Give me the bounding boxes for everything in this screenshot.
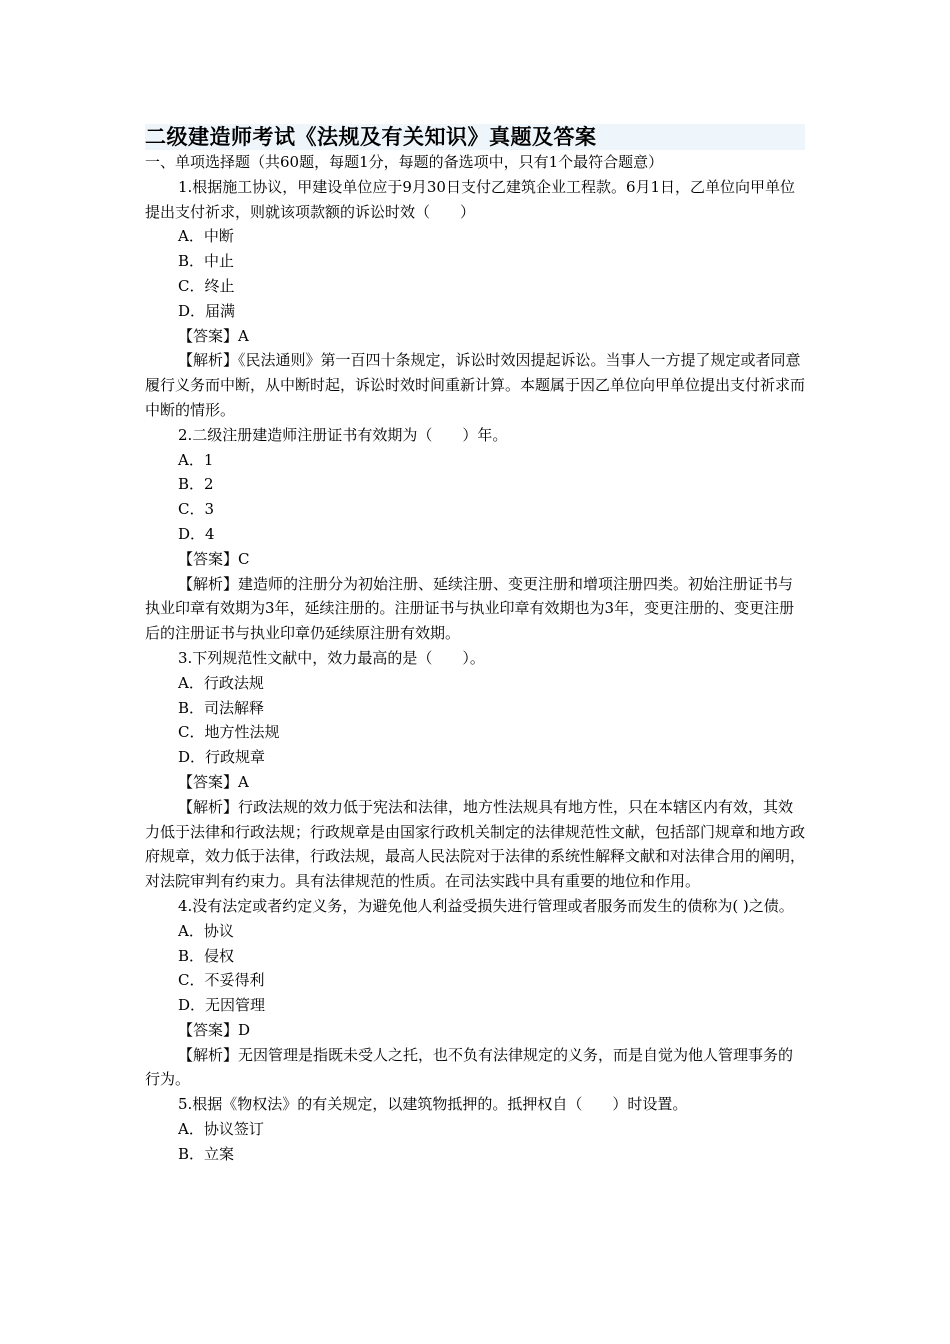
document-body: [145, 124, 805, 1167]
option-a: A．1: [178, 450, 214, 469]
option-c: C．终止: [178, 276, 235, 295]
option-a: A．协议: [178, 921, 234, 940]
explanation: 【解析】建造师的注册分为初始注册、延续注册、变更注册和增项注册四类。初始注册证书与执业印章有效期为3年，延续注册的。注册证书与执业印章有效期也为3年，变更注册的、变更注册后的注册证书与执业印章仍延续原注册有效期。: [145, 574, 795, 643]
option-c: C．地方性法规: [178, 723, 280, 742]
option-c: C．3: [178, 500, 215, 519]
option-a: A．中断: [178, 227, 234, 246]
option-b: B．中止: [178, 252, 235, 271]
explanation: 【解析】行政法规的效力低于宪法和法律，地方性法规具有地方性，只在本辖区内有效，其效力低于法律和行政法规；行政规章是由国家行政机关制定的法律规范性文献，包括部门规章和地方政府规章，效力低于法律，行政法规，最高人民法院对于法律的系统性解释文献和对法律合用的阐明，对法院审判有约束力。具有法律规范的性质。在司法实践中具有重要的地位和作用。: [145, 797, 806, 891]
option-d: D．4: [178, 524, 215, 543]
answer-line: 【答案】A: [178, 772, 249, 791]
section-heading: 一、单项选择题（共60题，每题1分，每题的备选项中，只有1个最符合题意）: [145, 153, 664, 171]
question-stem: 1.根据施工协议，甲建设单位应于9月30日支付乙建筑企业工程款。6月1日，乙单位向甲单位提出支付祈求，则就该项款额的诉讼时效（ ）: [145, 177, 796, 221]
question-stem: 3.下列规范性文献中，效力最高的是（ ）。: [178, 648, 485, 667]
question-stem: 2.二级注册建造师注册证书有效期为（ ）年。: [178, 425, 508, 444]
option-d: D．行政规章: [178, 748, 266, 767]
document-title: 二级建造师考试《法规及有关知识》真题及答案: [145, 124, 805, 150]
answer-line: 【答案】D: [178, 1020, 251, 1039]
option-d: D．无因管理: [178, 996, 266, 1015]
option-b: B．司法解释: [178, 698, 265, 717]
question-stem: 4.没有法定或者约定义务，为避免他人利益受损失进行管理或者服务而发生的债称为( )之债。: [178, 896, 794, 915]
answer-line: 【答案】C: [178, 549, 250, 568]
option-b: B．立案: [178, 1144, 235, 1163]
option-a: A．行政法规: [178, 673, 264, 692]
option-b: B．2: [178, 475, 214, 494]
option-b: B．侵权: [178, 946, 235, 965]
question-stem: 5.根据《物权法》的有关规定，以建筑物抵押的。抵押权自（ ）时设置。: [178, 1095, 688, 1114]
explanation: 【解析】《民法通则》第一百四十条规定，诉讼时效因提起诉讼。当事人一方提了规定或者同意履行义务而中断，从中断时起，诉讼时效时间重新计算。本题属于因乙单位向甲单位提出支付祈求而中断的情形。: [145, 351, 806, 419]
answer-line: 【答案】A: [178, 326, 249, 345]
explanation: 【解析】无因管理是指既未受人之托，也不负有法律规定的义务，而是自觉为他人管理事务的行为。: [145, 1045, 794, 1089]
option-a: A．协议签订: [178, 1120, 264, 1139]
option-c: C．不妥得利: [178, 971, 265, 990]
option-d: D．届满: [178, 301, 236, 320]
